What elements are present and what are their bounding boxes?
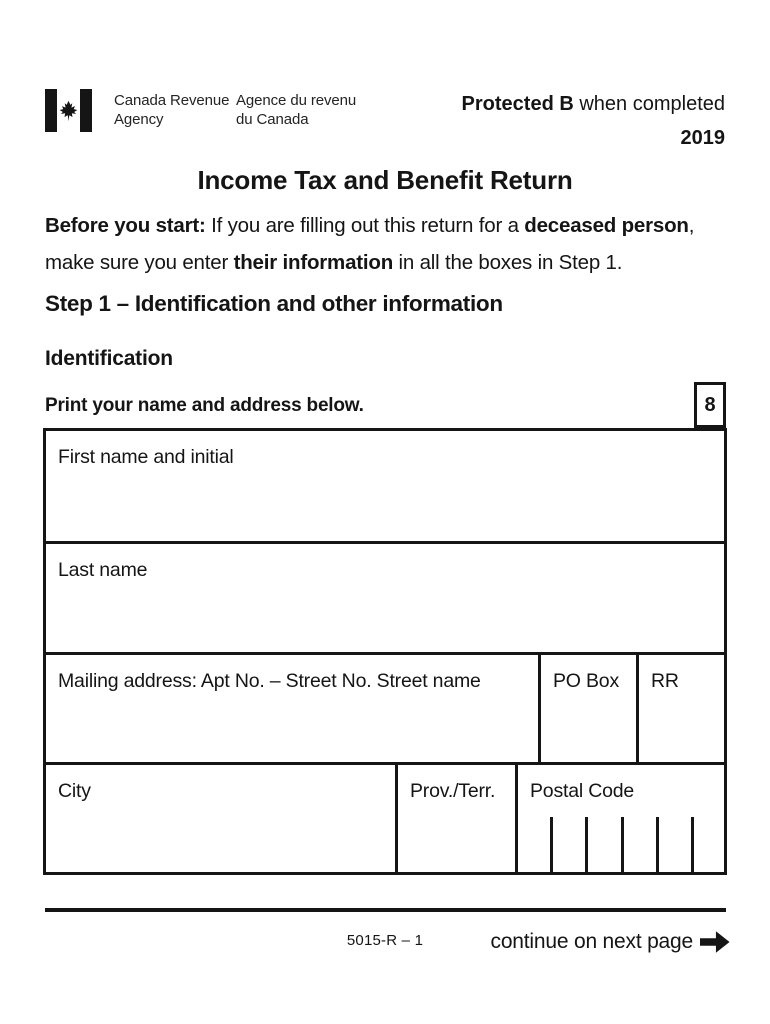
arrow-right-icon <box>700 929 730 955</box>
rr-field[interactable] <box>636 655 724 762</box>
postal-code-label: Postal Code <box>530 780 635 802</box>
cra-logo-en-line2: Agency <box>114 111 164 128</box>
postal-code-field[interactable] <box>515 765 724 872</box>
city-label: City <box>58 780 91 802</box>
po-box-field[interactable] <box>538 655 636 762</box>
cra-logo-fr-line2: du Canada <box>236 111 309 128</box>
form-number: 5015-R – 1 <box>346 932 424 949</box>
intro-line-2 <box>45 244 694 281</box>
cra-logo-en-line1: Canada Revenue <box>114 92 230 109</box>
deceased-person-label: deceased person <box>524 214 689 237</box>
continue-text: continue on next page <box>490 930 693 953</box>
intro-text: , <box>688 214 695 237</box>
province-territory-label: Prov./Terr. <box>410 780 496 802</box>
identification-form-table <box>43 428 727 875</box>
cra-logo-fr-line1: Agence du revenu <box>236 92 357 109</box>
city-field[interactable] <box>46 765 395 872</box>
box-8-number: 8 <box>704 393 716 416</box>
postal-char-divider <box>550 817 553 872</box>
protected-b-label: Protected B <box>461 93 574 115</box>
address-row <box>46 652 724 762</box>
maple-leaf-icon <box>58 94 79 128</box>
intro-line-1 <box>45 207 694 244</box>
po-box-label: PO Box <box>553 670 619 692</box>
page-title: Income Tax and Benefit Return <box>197 165 573 195</box>
postal-char-divider <box>621 817 624 872</box>
protected-b-notice <box>462 93 725 116</box>
canada-flag-icon <box>45 89 92 132</box>
last-name-label: Last name <box>58 559 148 581</box>
first-name-label: First name and initial <box>58 446 234 468</box>
first-name-cell[interactable] <box>46 431 724 541</box>
postal-char-divider <box>585 817 588 872</box>
city-row <box>46 762 724 872</box>
intro-text: If you are filling out this return for a <box>205 214 525 237</box>
intro-text: make sure you enter <box>45 251 234 274</box>
postal-char-divider <box>656 817 659 872</box>
their-information-label: their information <box>233 251 394 274</box>
cra-logo-french <box>236 91 356 129</box>
mailing-address-label: Mailing address: Apt No. – Street No. Street name <box>58 670 481 692</box>
tax-year: 2019 <box>680 127 725 149</box>
before-you-start-label: Before you start: <box>45 214 206 237</box>
form-code-box-8 <box>694 382 726 428</box>
flag-left-bar <box>45 89 57 132</box>
intro-text: in all the boxes in Step 1. <box>393 251 623 274</box>
before-you-start-note <box>45 207 694 281</box>
first-name-field[interactable] <box>46 431 724 541</box>
rr-label: RR <box>651 670 679 692</box>
postal-char-divider <box>691 817 694 872</box>
cra-logo-english <box>114 91 229 129</box>
step1-heading: Step 1 – Identification and other information <box>45 291 503 316</box>
footer-divider <box>45 908 726 912</box>
last-name-cell[interactable] <box>46 544 724 652</box>
identification-subheading: Identification <box>45 347 173 370</box>
province-territory-field[interactable] <box>395 765 515 872</box>
mailing-address-field[interactable] <box>46 655 538 762</box>
protected-b-rest: when completed <box>573 93 725 115</box>
flag-right-bar <box>80 89 92 132</box>
continue-on-next-page <box>491 929 730 955</box>
last-name-field[interactable] <box>46 541 724 652</box>
print-name-instruction: Print your name and address below. <box>45 395 364 416</box>
flag-field <box>57 89 80 132</box>
